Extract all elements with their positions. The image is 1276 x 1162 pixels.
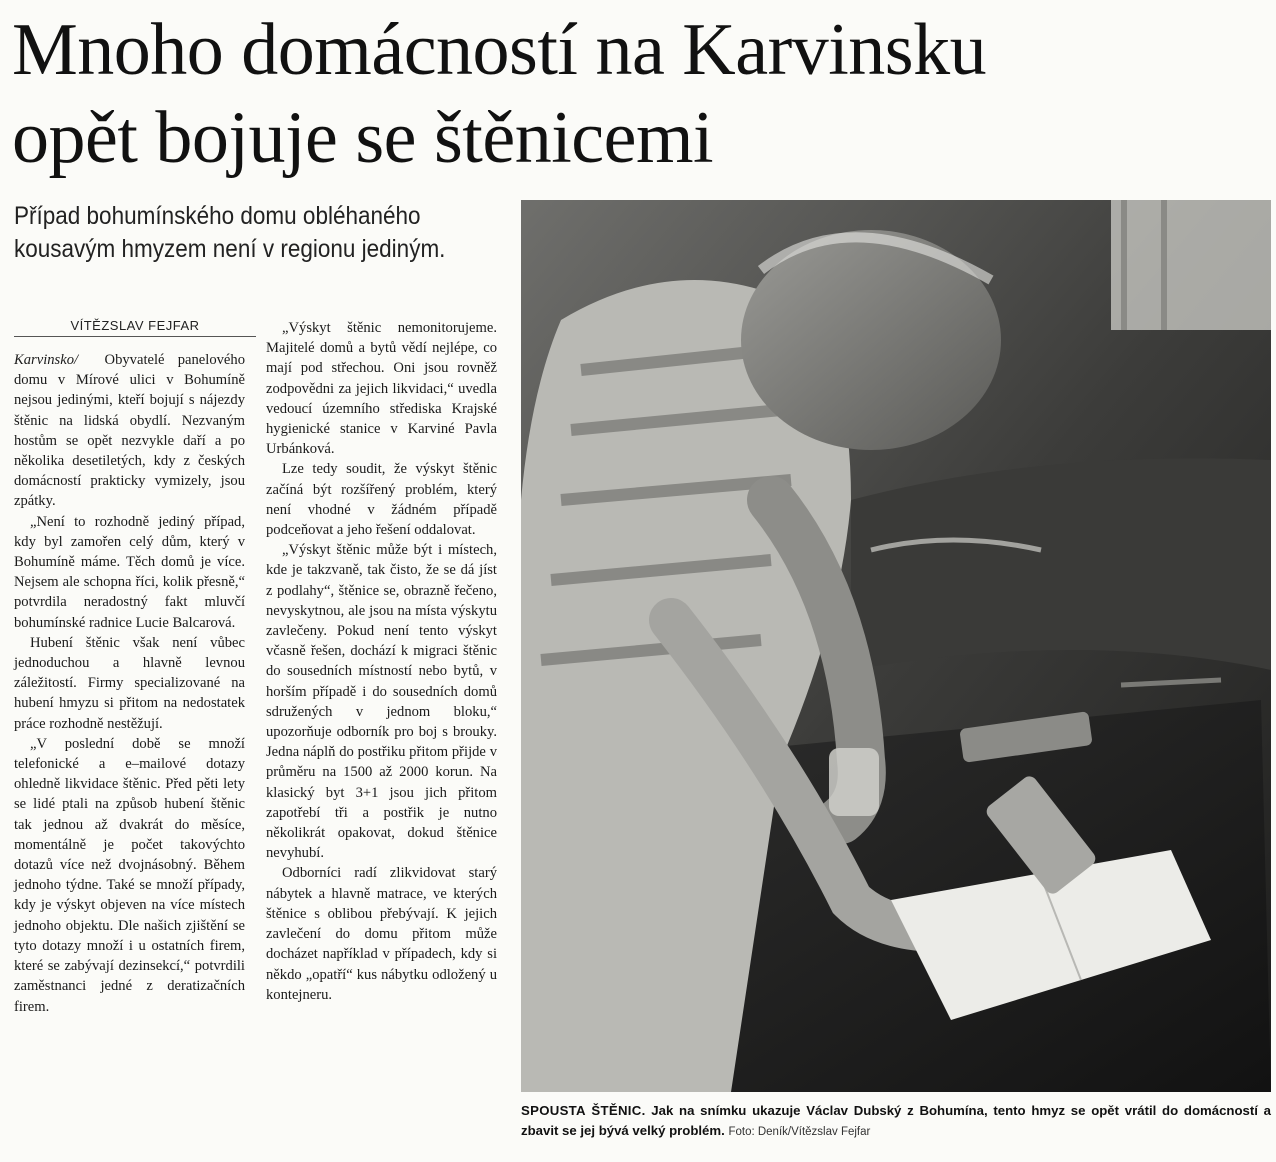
caption-lead: SPOUSTA ŠTĚNIC. — [521, 1103, 646, 1118]
caption-text: Jak na snímku ukazuje Václav Dubský z Bohumína, tento hmyz se opět vrátil do domácností a zbavit se jej bývá velký problém. — [521, 1103, 1271, 1138]
article-column-2 — [266, 318, 497, 1005]
byline-block — [14, 318, 256, 337]
article-column-1 — [14, 350, 245, 1017]
paragraph: „Není to rozhodně jediný případ, kdy byl zamořen celý dům, který v Bohumíně máme. Těch domů je více. Nejsem ale schopna říci, kolik přesně,“ potvrdila neradostný fakt mluvčí bohumínské radnice Lucie Balcarová. — [14, 513, 245, 631]
headline-line-1: Mnoho domácností na Karvinsku — [12, 9, 987, 91]
paragraph: „Výskyt štěnic může být i místech, kde je takzvaně, tak čisto, že se dá jíst z podlahy“, štěnice se, obrazně řečeno, nevyskytnou, ale jsou na místa výskytu zavlečeny. Pokud není tento výskyt včasně řešen, dochází k migraci štěnic do sousedních místností nebo bytů, v horším případě i do sousedních domů sdružených v jednom bloku,“ upozorňuje odborník pro boj s brouky. Jedna náplň do postřiku přitom přijde v průměru na 1500 až 2000 korun. Na klasický byt 3+1 jsou jich přitom zapotřebí tři a postřik je nutno několikrát opakovat, dokud štěnice nevyhubí. — [266, 542, 497, 862]
paragraph: Lze tedy soudit, že výskyt štěnic začíná být rozšířený problém, který není vhodné v žádném případě podceňovat a jeho řešení oddalovat. — [266, 461, 497, 539]
photo-caption — [521, 1101, 1271, 1142]
paragraph: „V poslední době se množí telefonické a e–mailové dotazy ohledně likvidace štěnic. Před pěti lety se lidé ptali na způsob hubení štěnic tak jednou až dvakrát do měsíce, momentálně je počet takovýchto dotazů více než dvojnásobný. Během jednoho týdne. Také se množí případy, kdy je výskyt objeven na více místech jednoho objektu. Dle našich zjištění se tyto dotazy množí i u ostatních firem, které se zabývají dezinsekcí,“ potvrdili zaměstnanci jedné z deratizačních firem. — [14, 735, 245, 1015]
dateline: Karvinsko/ — [14, 352, 79, 368]
headline — [12, 6, 1267, 182]
paragraph: Hubení štěnic však není vůbec jednoduchou a hlavně levnou záležitostí. Firmy specializované na hubení hmyzu si přitom na nedostatek práce rozhodně nestěžují. — [14, 634, 245, 732]
headline-line-2: opět bojuje se štěnicemi — [12, 97, 714, 179]
paragraph — [14, 350, 245, 512]
paragraph: Odborníci radí zlikvidovat starý nábytek a hlavně matrace, ve kterých štěnice s oblibou přebývají. K jejich zavlečení do domu přitom může docházet například v případech, kdy si někdo „opatří“ kus nábytku odložený u kontejneru. — [266, 865, 497, 1003]
photo-illustration — [521, 200, 1271, 1092]
photo-credit: Foto: Deník/Vítězslav Fejfar — [728, 1126, 871, 1138]
paragraph: „Výskyt štěnic nemonitorujeme. Majitelé domů a bytů vědí nejlépe, co mají pod střechou. Oni jsou rovněž zodpovědni za jejich likvidaci,“ uvedla vedoucí územního střediska Krajské hygienické stanice v Karviné Pavla Urbánková. — [266, 320, 497, 458]
article-photo — [521, 200, 1271, 1092]
paragraph-text: Obyvatelé panelového domu v Mírové ulici v Bohumíně nejsou jedinými, kteří bojují s nájezdy štěnic na lidská obydlí. Nezvaným hostům se opět nezvykle daří a po několika desetiletých, kdy z českých domácností prakticky vymizely, jsou zpátky. — [14, 352, 246, 510]
byline: VÍTĚZSLAV FEJFAR — [70, 318, 200, 333]
subheadline: Případ bohumínského domu obléhaného kousavým hmyzem není v regionu jediným. — [14, 202, 446, 263]
